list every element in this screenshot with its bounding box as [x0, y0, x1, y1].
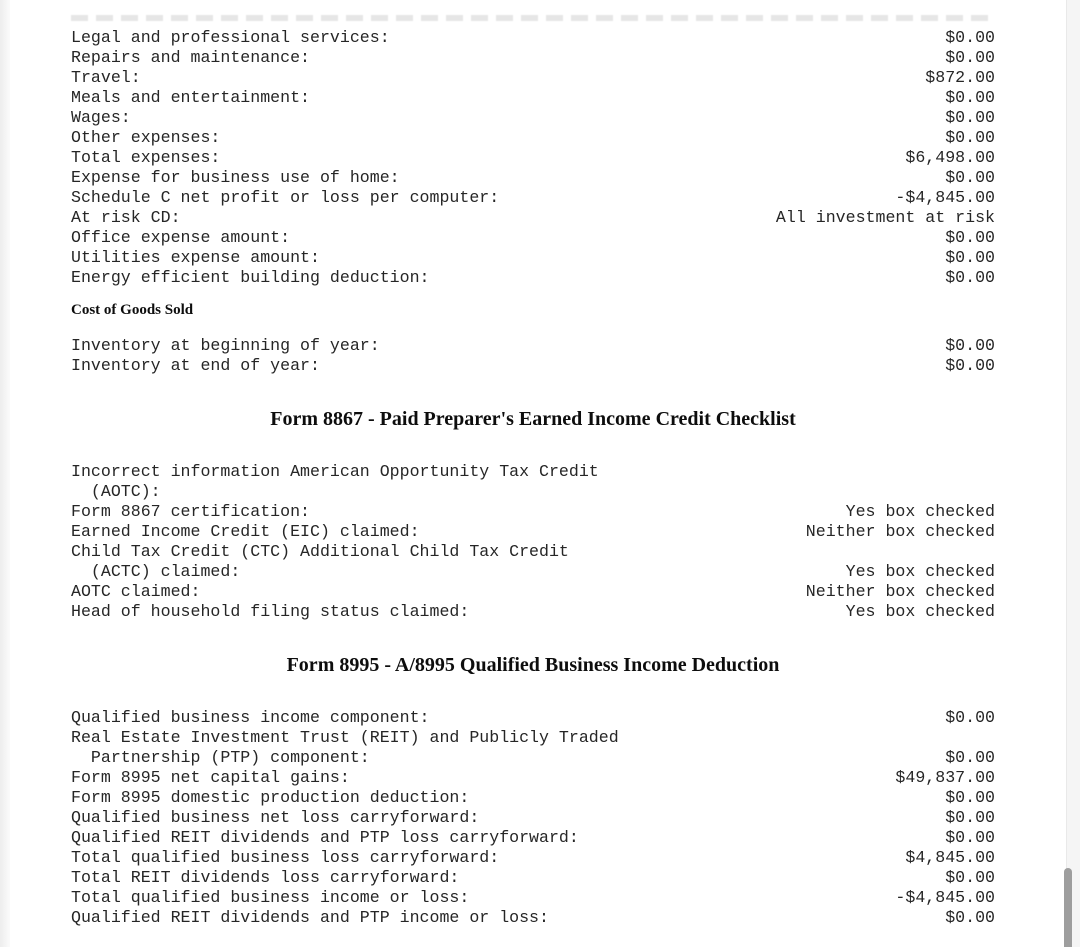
field-value: Yes box checked — [845, 502, 995, 521]
field-label: At risk CD: — [71, 208, 181, 227]
field-value: $872.00 — [925, 68, 995, 87]
field-label: Partnership (PTP) component: — [71, 748, 370, 767]
field-value: Yes box checked — [845, 562, 995, 581]
field-label: Other expenses: — [71, 128, 221, 147]
field-row — [71, 88, 995, 108]
field-row — [71, 28, 995, 48]
field-row — [71, 336, 995, 356]
section-cost-of-goods-sold — [71, 336, 995, 376]
field-row — [71, 248, 995, 268]
field-label: Head of household filing status claimed: — [71, 602, 470, 621]
field-value: $0.00 — [945, 48, 995, 67]
field-value: $0.00 — [945, 128, 995, 147]
field-label: Expense for business use of home: — [71, 168, 400, 187]
field-value: Neither box checked — [805, 522, 995, 541]
field-value: $0.00 — [945, 336, 995, 355]
field-row — [71, 188, 995, 208]
field-value: $0.00 — [945, 748, 995, 767]
field-label: (AOTC): — [71, 482, 161, 501]
field-row — [71, 868, 995, 888]
section-form-8867 — [71, 462, 995, 622]
field-row — [71, 602, 995, 622]
field-label: Inventory at beginning of year: — [71, 336, 380, 355]
page-left-edge — [0, 0, 10, 947]
field-label: Total expenses: — [71, 148, 221, 167]
field-label: Form 8867 certification: — [71, 502, 310, 521]
field-label: Incorrect information American Opportunity Tax Credit — [71, 462, 599, 481]
field-row — [71, 502, 995, 522]
field-label: Qualified REIT dividends and PTP loss carryforward: — [71, 828, 579, 847]
field-row — [71, 228, 995, 248]
field-label: Schedule C net profit or loss per computer: — [71, 188, 500, 207]
field-label: Earned Income Credit (EIC) claimed: — [71, 522, 420, 541]
clipped-text-row-top — [71, 15, 991, 21]
field-row — [71, 728, 995, 748]
field-value: $49,837.00 — [895, 768, 995, 787]
field-value: $0.00 — [945, 168, 995, 187]
field-label: Utilities expense amount: — [71, 248, 320, 267]
field-row — [71, 148, 995, 168]
section-form-8995 — [71, 708, 995, 928]
scrollbar-thumb[interactable] — [1064, 868, 1072, 947]
field-label: Travel: — [71, 68, 141, 87]
field-value: $0.00 — [945, 908, 995, 927]
field-row — [71, 808, 995, 828]
field-value: $0.00 — [945, 868, 995, 887]
field-value: All investment at risk — [775, 208, 995, 227]
field-value: $0.00 — [945, 828, 995, 847]
field-label: Form 8995 net capital gains: — [71, 768, 350, 787]
field-value: $4,845.00 — [905, 848, 995, 867]
field-value: $0.00 — [945, 356, 995, 375]
field-label: Real Estate Investment Trust (REIT) and Publicly Traded — [71, 728, 619, 747]
section-heading-form-8867: Form 8867 - Paid Preparer's Earned Income Credit Checklist — [270, 408, 796, 430]
section-heading-cost-of-goods-sold: Cost of Goods Sold — [71, 302, 194, 318]
field-label: Legal and professional services: — [71, 28, 390, 47]
field-value: $0.00 — [945, 808, 995, 827]
field-label: Qualified business net loss carryforward: — [71, 808, 480, 827]
field-value: $0.00 — [945, 268, 995, 287]
field-row — [71, 562, 995, 582]
document-content — [71, 0, 995, 928]
field-row — [71, 48, 995, 68]
field-row — [71, 542, 995, 562]
field-row — [71, 128, 995, 148]
field-row — [71, 482, 995, 502]
field-value: $0.00 — [945, 708, 995, 727]
field-row — [71, 888, 995, 908]
field-row — [71, 908, 995, 928]
field-label: Inventory at end of year: — [71, 356, 320, 375]
field-row — [71, 268, 995, 288]
field-row — [71, 828, 995, 848]
field-label: (ACTC) claimed: — [71, 562, 241, 581]
field-row — [71, 108, 995, 128]
field-label: Form 8995 domestic production deduction: — [71, 788, 470, 807]
field-value: $0.00 — [945, 88, 995, 107]
field-row — [71, 208, 995, 228]
field-row — [71, 68, 995, 88]
field-label: Meals and entertainment: — [71, 88, 310, 107]
field-label: Qualified business income component: — [71, 708, 430, 727]
field-value: $0.00 — [945, 788, 995, 807]
field-value: -$4,845.00 — [895, 188, 995, 207]
field-row — [71, 848, 995, 868]
field-label: Wages: — [71, 108, 131, 127]
field-row — [71, 582, 995, 602]
field-row — [71, 788, 995, 808]
field-value: -$4,845.00 — [895, 888, 995, 907]
field-row — [71, 748, 995, 768]
field-row — [71, 168, 995, 188]
field-value: $0.00 — [945, 28, 995, 47]
field-row — [71, 708, 995, 728]
field-label: Energy efficient building deduction: — [71, 268, 430, 287]
field-value: Yes box checked — [845, 602, 995, 621]
field-row — [71, 462, 995, 482]
field-label: Total qualified business loss carryforward: — [71, 848, 500, 867]
field-label: Total REIT dividends loss carryforward: — [71, 868, 460, 887]
field-row — [71, 768, 995, 788]
field-label: Total qualified business income or loss: — [71, 888, 470, 907]
section-heading-form-8995: Form 8995 - A/8995 Qualified Business Income Deduction — [286, 654, 780, 676]
field-value: Neither box checked — [805, 582, 995, 601]
field-value: $0.00 — [945, 228, 995, 247]
field-value: $0.00 — [945, 248, 995, 267]
field-value: $0.00 — [945, 108, 995, 127]
field-value: $6,498.00 — [905, 148, 995, 167]
field-row — [71, 522, 995, 542]
field-label: Repairs and maintenance: — [71, 48, 310, 67]
field-label: Qualified REIT dividends and PTP income or loss: — [71, 908, 549, 927]
field-label: Child Tax Credit (CTC) Additional Child Tax Credit — [71, 542, 569, 561]
scrollbar-track[interactable] — [1066, 0, 1080, 947]
field-row — [71, 356, 995, 376]
section-expenses — [71, 0, 995, 288]
field-label: Office expense amount: — [71, 228, 291, 247]
field-label: AOTC claimed: — [71, 582, 201, 601]
